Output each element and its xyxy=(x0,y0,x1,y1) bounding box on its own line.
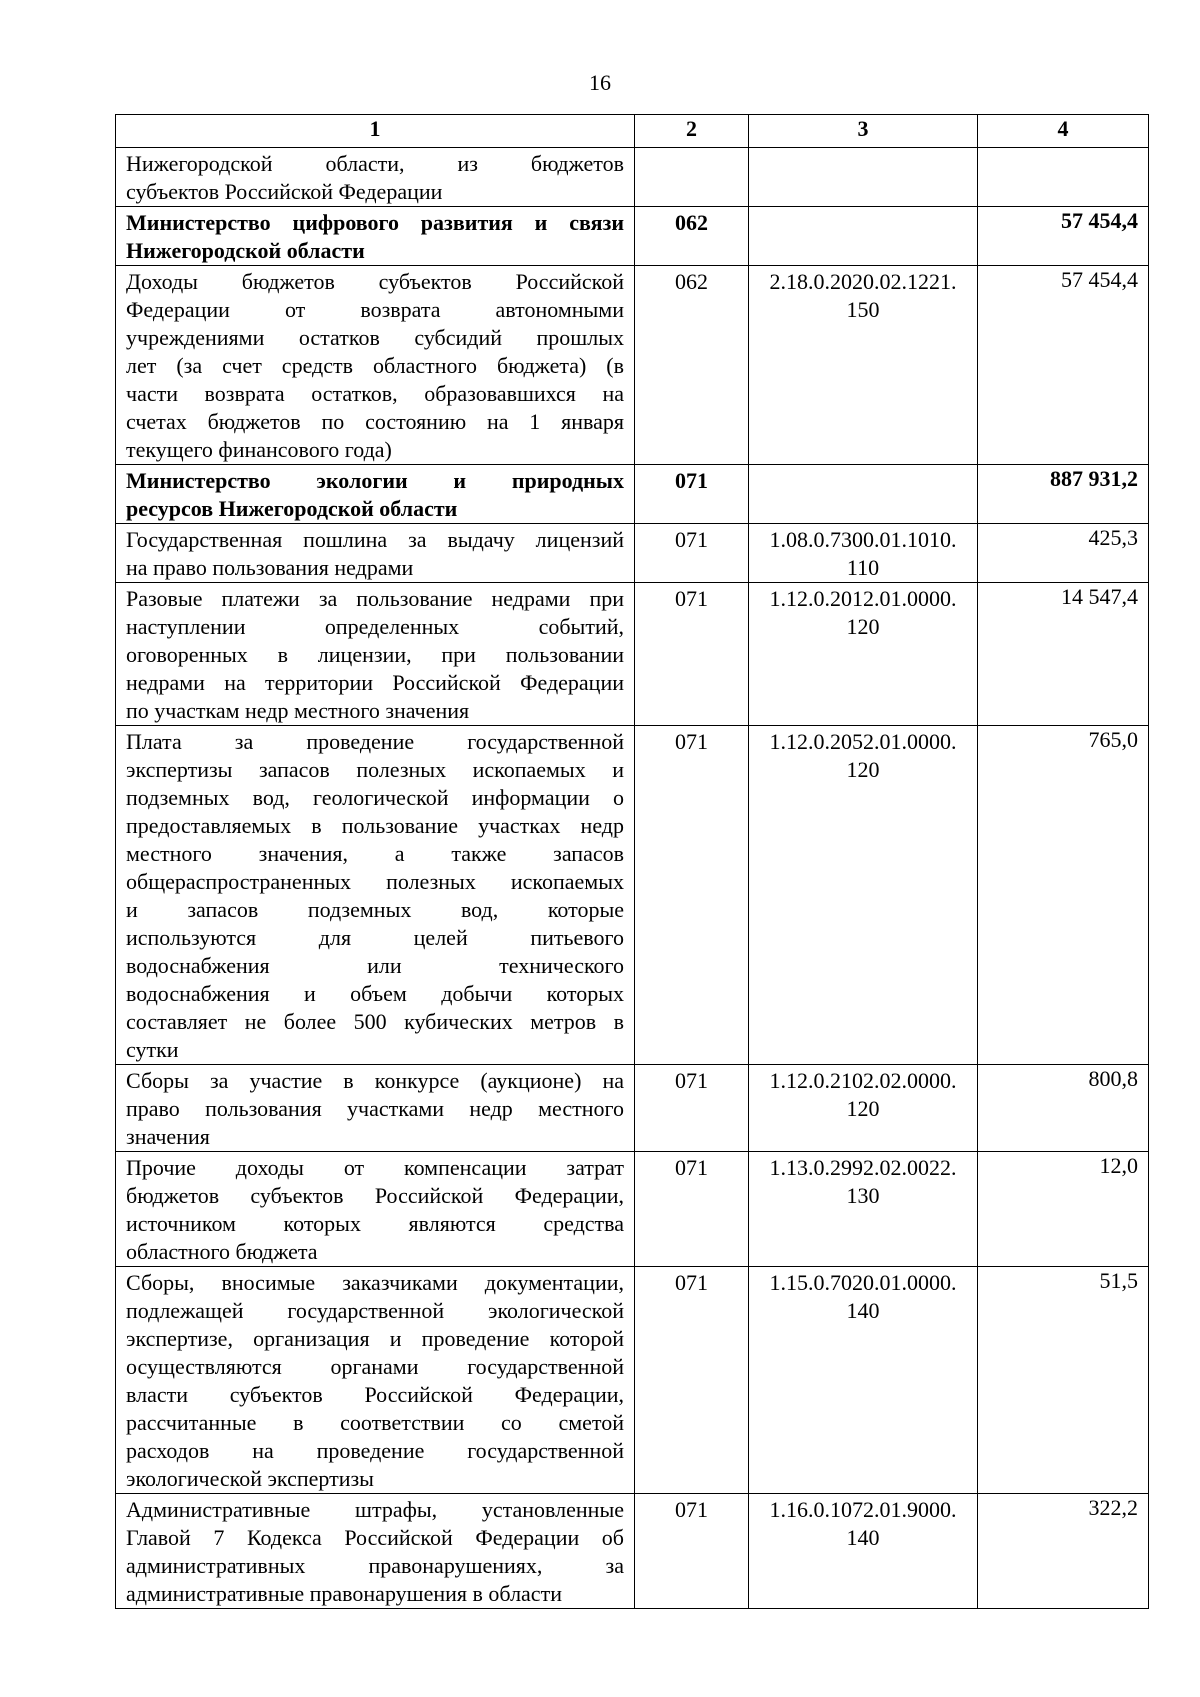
budget-code-part: 2.18.0.2020.02.1221. xyxy=(769,269,957,294)
table-row xyxy=(116,1494,1149,1609)
revenue-name-line: экспертизе, организация и проведение которой xyxy=(126,1326,624,1351)
revenue-name-line: экологической экспертизы xyxy=(126,1466,374,1491)
revenue-name-line: расходов на проведение государственной xyxy=(126,1438,624,1463)
column-header: 3 xyxy=(749,115,978,148)
revenue-name-cell xyxy=(116,148,635,207)
amount-cell: 322,2 xyxy=(978,1494,1149,1609)
ministry-row xyxy=(116,207,1149,266)
table-row xyxy=(116,148,1149,207)
table-header-row xyxy=(116,115,1149,148)
revenue-name-line: недрами на территории Российской Федерации xyxy=(126,670,624,695)
revenue-name-line: предоставляемых в пользование участках недр xyxy=(126,813,624,838)
table-row xyxy=(116,726,1149,1065)
revenue-name-line: Прочие доходы от компенсации затрат xyxy=(126,1155,624,1180)
admin-code-cell: 071 xyxy=(635,1267,749,1494)
revenue-name-cell xyxy=(116,1152,635,1267)
revenue-name-line: водоснабжения и объем добычи которых xyxy=(126,981,624,1006)
revenue-name-line: значения xyxy=(126,1124,210,1149)
revenue-name-line: Министерство цифрового развития и связи xyxy=(126,210,624,235)
revenue-name-line: ресурсов Нижегородской области xyxy=(126,496,458,521)
amount-cell: 765,0 xyxy=(978,726,1149,1065)
admin-code-cell: 071 xyxy=(635,1065,749,1152)
revenue-name-line: право пользования участками недр местного xyxy=(126,1096,624,1121)
revenue-name-line: областного бюджета xyxy=(126,1239,318,1264)
revenue-name-line: Доходы бюджетов субъектов Российской xyxy=(126,269,624,294)
revenue-name-line: и запасов подземных вод, которые xyxy=(126,897,624,922)
budget-code-part: 120 xyxy=(846,1096,880,1121)
revenue-name-line: подземных вод, геологической информации о xyxy=(126,785,624,810)
revenue-name-line: водоснабжения или технического xyxy=(126,953,624,978)
revenue-name-cell xyxy=(116,1267,635,1494)
revenue-name-line: учреждениями остатков субсидий прошлых xyxy=(126,325,624,350)
column-header: 1 xyxy=(116,115,635,148)
page-number: 16 xyxy=(589,70,611,95)
revenue-name-line: Сборы за участие в конкурсе (аукционе) на xyxy=(126,1068,624,1093)
table-row xyxy=(116,266,1149,465)
table-row xyxy=(116,1065,1149,1152)
table-row xyxy=(116,524,1149,583)
budget-code-cell xyxy=(749,524,978,583)
budget-code-cell xyxy=(749,1152,978,1267)
revenue-name-line: счетах бюджетов по состоянию на 1 января xyxy=(126,409,624,434)
budget-code-part: 1.12.0.2052.01.0000. xyxy=(769,729,957,754)
budget-code-part: 120 xyxy=(846,757,880,782)
budget-code-cell xyxy=(749,207,978,266)
revenue-name-line: сутки xyxy=(126,1037,179,1062)
budget-code-cell xyxy=(749,148,978,207)
revenue-name-cell xyxy=(116,726,635,1065)
revenue-name-line: Нижегородской области xyxy=(126,238,365,263)
revenue-name-line: текущего финансового года) xyxy=(126,437,392,462)
revenue-name-cell xyxy=(116,1494,635,1609)
admin-code-cell: 071 xyxy=(635,524,749,583)
revenue-name-line: административные правонарушения в области xyxy=(126,1581,562,1606)
revenue-name-line: используются для целей питьевого xyxy=(126,925,624,950)
revenue-name-line: местного значения, а также запасов xyxy=(126,841,624,866)
table-row xyxy=(116,1152,1149,1267)
budget-code-cell xyxy=(749,1494,978,1609)
amount-cell: 800,8 xyxy=(978,1065,1149,1152)
budget-code-part: 140 xyxy=(846,1298,880,1323)
revenue-name-line: на право пользования недрами xyxy=(126,555,414,580)
revenue-name-line: подлежащей государственной экологической xyxy=(126,1298,624,1323)
admin-code-cell: 071 xyxy=(635,726,749,1065)
budget-code-part: 1.12.0.2012.01.0000. xyxy=(769,586,957,611)
budget-code-part: 1.16.0.1072.01.9000. xyxy=(769,1497,957,1522)
revenue-name-line: наступлении определенных событий, xyxy=(126,614,624,639)
budget-code-part: 130 xyxy=(846,1183,880,1208)
budget-code-part: 1.15.0.7020.01.0000. xyxy=(769,1270,957,1295)
revenue-name-line: власти субъектов Российской Федерации, xyxy=(126,1382,624,1407)
revenue-name-line: Сборы, вносимые заказчиками документации, xyxy=(126,1270,624,1295)
budget-code-part: 1.13.0.2992.02.0022. xyxy=(769,1155,957,1180)
budget-code-part: 140 xyxy=(846,1525,880,1550)
admin-code-cell: 062 xyxy=(635,207,749,266)
table-row xyxy=(116,583,1149,726)
revenue-name-cell xyxy=(116,1065,635,1152)
column-header: 4 xyxy=(978,115,1149,148)
budget-code-cell xyxy=(749,1065,978,1152)
budget-code-part: 1.12.0.2102.02.0000. xyxy=(769,1068,957,1093)
revenue-name-line: субъектов Российской Федерации xyxy=(126,179,443,204)
budget-code-cell xyxy=(749,583,978,726)
revenue-name-line: Нижегородской области, из бюджетов xyxy=(126,151,624,176)
budget-code-cell xyxy=(749,726,978,1065)
admin-code-cell: 071 xyxy=(635,1152,749,1267)
revenue-name-cell xyxy=(116,524,635,583)
amount-cell: 14 547,4 xyxy=(978,583,1149,726)
budget-code-cell xyxy=(749,1267,978,1494)
budget-code-cell xyxy=(749,465,978,524)
revenue-name-line: лет (за счет средств областного бюджета) (в xyxy=(126,353,624,378)
revenue-name-cell xyxy=(116,465,635,524)
admin-code-cell: 062 xyxy=(635,266,749,465)
amount-cell: 12,0 xyxy=(978,1152,1149,1267)
budget-code-part: 150 xyxy=(846,297,880,322)
ministry-row xyxy=(116,465,1149,524)
revenue-name-line: административных правонарушениях, за xyxy=(126,1553,624,1578)
revenue-name-cell xyxy=(116,207,635,266)
revenue-name-line: Главой 7 Кодекса Российской Федерации об xyxy=(126,1525,624,1550)
amount-cell: 425,3 xyxy=(978,524,1149,583)
budget-code-part: 110 xyxy=(846,555,880,580)
revenue-name-line: Административные штрафы, установленные xyxy=(126,1497,624,1522)
revenue-name-line: бюджетов субъектов Российской Федерации, xyxy=(126,1183,624,1208)
column-header: 2 xyxy=(635,115,749,148)
revenue-name-line: Плата за проведение государственной xyxy=(126,729,624,754)
revenue-name-line: осуществляются органами государственной xyxy=(126,1354,624,1379)
revenue-name-line: Государственная пошлина за выдачу лицензий xyxy=(126,527,624,552)
admin-code-cell: 071 xyxy=(635,583,749,726)
budget-code-cell xyxy=(749,266,978,465)
budget-code-part: 1.08.0.7300.01.1010. xyxy=(769,527,957,552)
admin-code-cell xyxy=(635,148,749,207)
amount-cell: 887 931,2 xyxy=(978,465,1149,524)
admin-code-cell: 071 xyxy=(635,465,749,524)
revenue-name-line: Федерации от возврата автономными xyxy=(126,297,624,322)
revenue-name-line: Министерство экологии и природных xyxy=(126,468,624,493)
table-body xyxy=(116,148,1149,1609)
revenue-name-line: экспертизы запасов полезных ископаемых и xyxy=(126,757,624,782)
revenue-name-line: Разовые платежи за пользование недрами при xyxy=(126,586,624,611)
amount-cell: 57 454,4 xyxy=(978,207,1149,266)
revenue-name-line: по участкам недр местного значения xyxy=(126,698,470,723)
amount-cell: 51,5 xyxy=(978,1267,1149,1494)
revenue-name-line: оговоренных в лицензии, при пользовании xyxy=(126,642,624,667)
revenue-name-line: части возврата остатков, образовавшихся на xyxy=(126,381,624,406)
revenue-table xyxy=(115,114,1149,1609)
revenue-name-line: рассчитанные в соответствии со сметой xyxy=(126,1410,624,1435)
table-row xyxy=(116,1267,1149,1494)
budget-code-part: 120 xyxy=(846,614,880,639)
revenue-name-line: источником которых являются средства xyxy=(126,1211,624,1236)
admin-code-cell: 071 xyxy=(635,1494,749,1609)
revenue-name-line: составляет не более 500 кубических метров в xyxy=(126,1009,624,1034)
revenue-name-cell xyxy=(116,583,635,726)
amount-cell xyxy=(978,148,1149,207)
revenue-name-cell xyxy=(116,266,635,465)
amount-cell: 57 454,4 xyxy=(978,266,1149,465)
revenue-name-line: общераспространенных полезных ископаемых xyxy=(126,869,624,894)
